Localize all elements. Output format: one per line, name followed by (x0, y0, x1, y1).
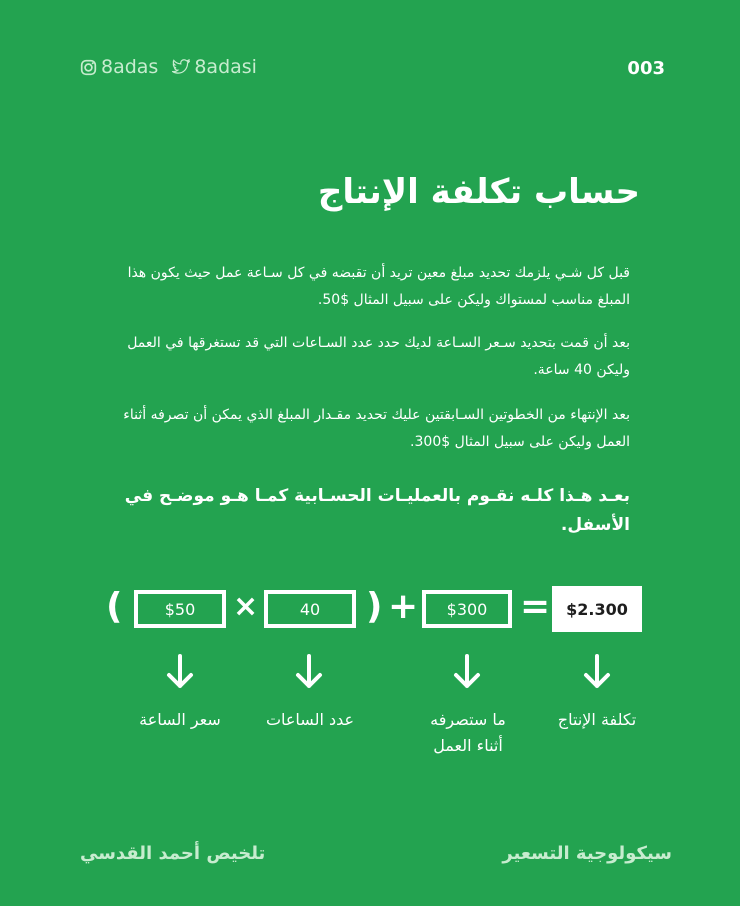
equation (0, 588, 740, 638)
footer-author: تلخيص أحمد القدسي (80, 843, 266, 864)
arrow-down-icon (452, 654, 482, 690)
equals-sign: = (520, 586, 551, 627)
social-handles (80, 56, 257, 78)
arrow-down-icon (165, 654, 195, 690)
multiply-sign: × (233, 589, 259, 624)
rate-label: سعر الساعة (139, 710, 221, 729)
open-parenthesis: ( (106, 586, 123, 627)
hours-box: 40 (264, 590, 356, 628)
result-label: تكلفة الإنتاج (557, 710, 637, 729)
expenses-label (413, 707, 523, 759)
page-number: 003 (627, 58, 665, 79)
twitter-icon (172, 59, 190, 75)
rate-box: $50 (134, 590, 226, 628)
instagram-handle[interactable] (80, 56, 158, 78)
hours-label: عدد الساعات (265, 710, 355, 729)
footer-book-title: سيكولوجية التسعير (502, 843, 672, 864)
result-box: $2.300 (552, 586, 642, 632)
expenses-box: $300 (422, 590, 512, 628)
twitter-handle-text: 8adasi (194, 56, 257, 78)
paragraph-3: بعد الإنتهاء من الخطوتين السـابقتين عليك تحديد مقـدار المبلغ الذي يمكن أن تصرفه أثناء العمل وليكن على سبيل المثال $300. (123, 407, 630, 450)
paragraph-1: قبل كل شـي يلزمك تحديد مبلغ معين تريد أن تقبضه في كل سـاعة عمل حيث يكون هذا المبلغ مناسب لمستواك وليكن على سبيل المثال $50. (127, 265, 630, 308)
arrow-down-icon (294, 654, 324, 690)
arrow-down-icon (582, 654, 612, 690)
twitter-handle[interactable] (172, 56, 257, 78)
emphasis-paragraph: بعـد هـذا كلـه نقـوم بالعمليـات الحسـابية كمـا هـو موضـح في الأسفل. (124, 486, 630, 535)
expenses-label-line-2: أثناء العمل (433, 736, 503, 755)
page-title: حساب تكلفة الإنتاج (317, 172, 640, 212)
close-parenthesis: ) (366, 586, 383, 627)
expenses-label-line-1: ما ستصرفه (430, 710, 506, 729)
paragraph-2: بعد أن قمت بتحديد سـعر السـاعة لديك حدد عدد السـاعات التي قد تستغرقها في العمل وليكن 40 ساعة. (127, 335, 630, 378)
instagram-icon (80, 59, 97, 76)
instagram-handle-text: 8adas (101, 56, 159, 78)
plus-sign: + (388, 586, 419, 627)
